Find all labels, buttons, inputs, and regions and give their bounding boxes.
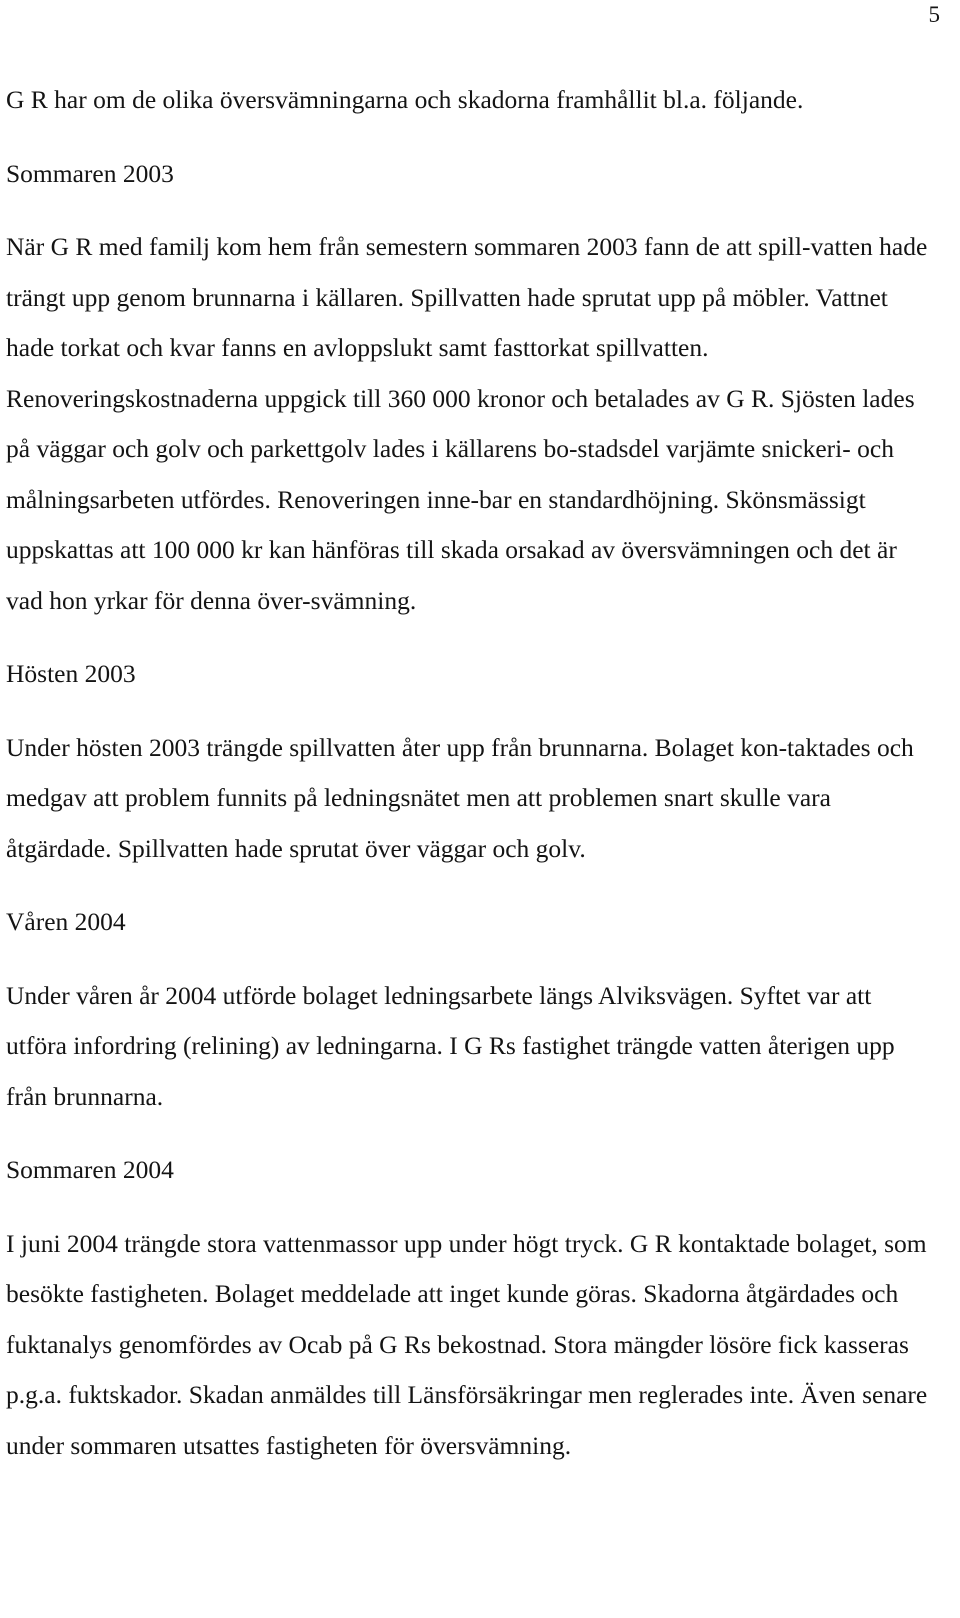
section-paragraph-summer-2004: I juni 2004 trängde stora vattenmassor upp under högt tryck. G R kontaktade bolaget, som besökte fastigheten. Bolaget meddelade att inget kunde göras. Skadorna åtgärdades och fuktanalys genomfördes av Ocab på G Rs bekostnad. Stora mängder lösöre fick kasseras p.g.a. fuktskador. Skadan anmäldes till Länsförsäkringar men reglerades inte. Även senare under sommaren utsattes fastigheten för översvämning.	[6, 1228, 928, 1460]
section-heading-summer-2004: Sommaren 2004	[6, 1155, 174, 1184]
section-heading-autumn-2003: Hösten 2003	[6, 659, 136, 688]
section-heading-spring-2004: Våren 2004	[6, 907, 126, 936]
section-heading-summer-2003: Sommaren 2003	[6, 158, 174, 188]
section-paragraph-autumn-2003: Under hösten 2003 trängde spillvatten åter upp från brunnarna. Bolaget kon-taktades och medgav att problem funnits på ledningsnätet men att problemen snart skulle vara åtgärdade. Spillvatten hade sprutat över väggar och golv.	[6, 732, 914, 863]
document-body	[6, 75, 932, 1471]
page-number: 5	[928, 2, 940, 27]
section-paragraph-spring-2004: Under våren år 2004 utförde bolaget ledningsarbete längs Alviksvägen. Syftet var att utföra infordring (relining) av ledningarna. I G Rs fastighet trängde vatten återigen upp från brunnarna.	[6, 980, 895, 1111]
section-paragraph-summer-2003: När G R med familj kom hem från semestern sommaren 2003 fann de att spill-vatten hade trängt upp genom brunnarna i källaren. Spillvatten hade sprutat upp på möbler. Vattnet hade torkat och kvar fanns en avloppslukt samt fasttorkat spillvatten. Renoveringskostnaderna uppgick till 360 000 kronor och betalades av G R. Sjösten lades på väggar och golv och parkettgolv lades i källarens bo-stadsdel varjämte snickeri- och målningsarbeten utfördes. Renoveringen inne-bar en standardhöjning. Skönsmässigt uppskattas att 100 000 kr kan hänföras till skada orsakad av översvämningen och det är vad hon yrkar för denna över-svämning.	[6, 232, 928, 615]
intro-paragraph: G R har om de olika översvämningarna och skadorna framhållit bl.a. följande.	[6, 85, 804, 114]
